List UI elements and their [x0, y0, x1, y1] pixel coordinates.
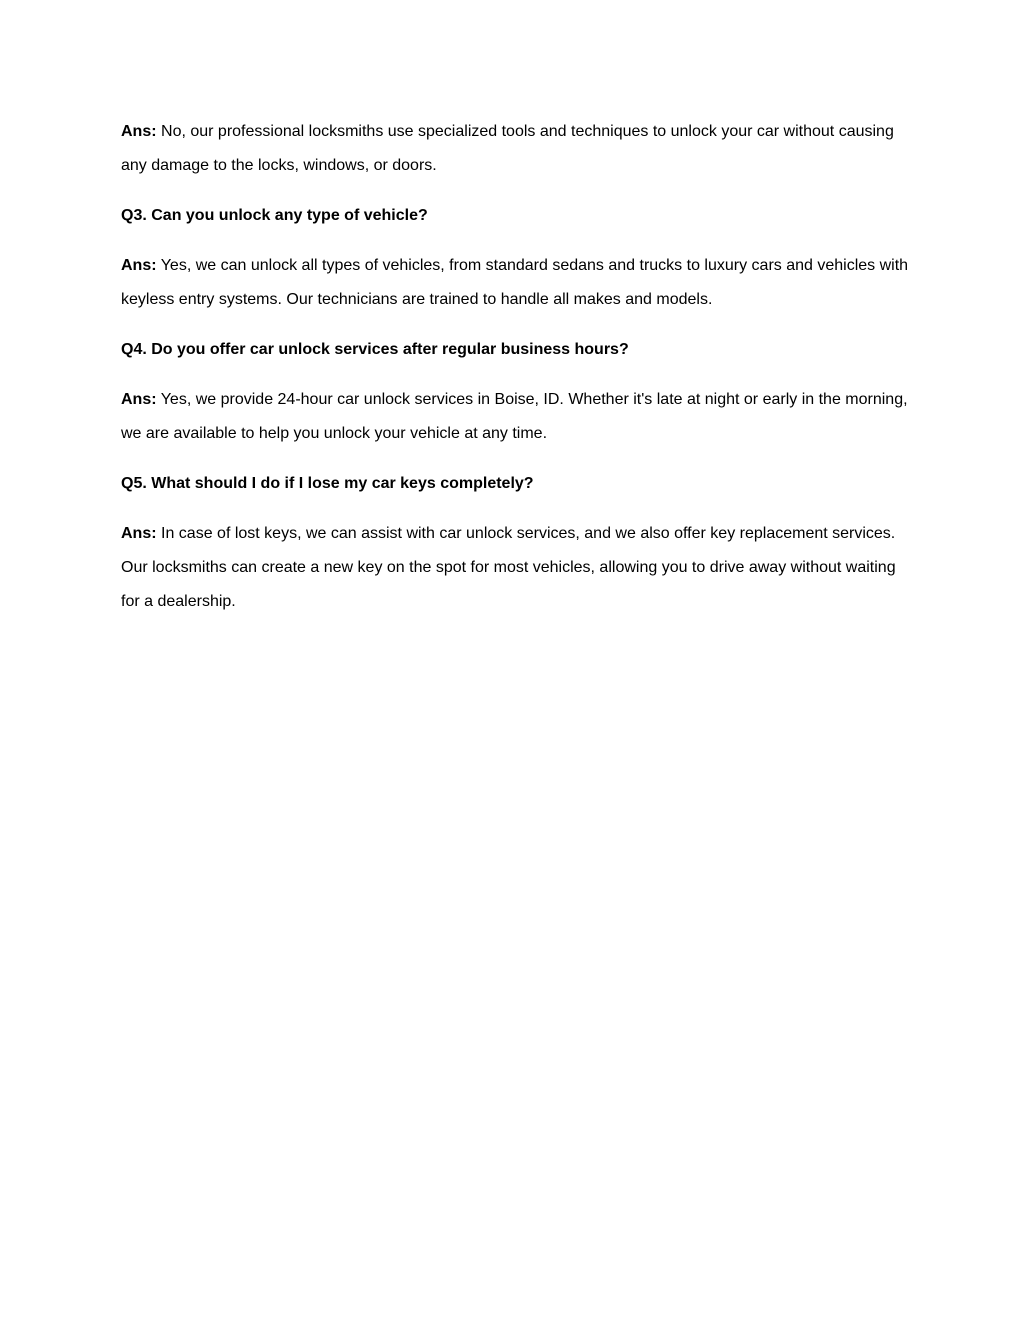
question-heading: Q3. Can you unlock any type of vehicle? — [121, 207, 428, 224]
answer-label: Ans: — [121, 525, 157, 542]
answer-text: In case of lost keys, we can assist with car unlock services, and we also offer key replacement services. Our locksmiths can create a new key on the spot for most vehicles, allowing you to drive away without waiting for a dealership. — [121, 525, 896, 610]
question-heading: Q4. Do you offer car unlock services after regular business hours? — [121, 341, 629, 358]
answer-paragraph — [121, 383, 911, 451]
answer-paragraph — [121, 249, 911, 317]
answer-paragraph — [121, 517, 911, 619]
answer-text: Yes, we provide 24-hour car unlock services in Boise, ID. Whether it's late at night or early in the morning, we are available to help you unlock your vehicle at any time. — [121, 391, 908, 442]
answer-label: Ans: — [121, 123, 157, 140]
answer-text: No, our professional locksmiths use specialized tools and techniques to unlock your car without causing any damage to the locks, windows, or doors. — [121, 123, 894, 174]
answer-paragraph — [121, 115, 911, 183]
answer-label: Ans: — [121, 391, 157, 408]
answer-label: Ans: — [121, 257, 157, 274]
answer-text: Yes, we can unlock all types of vehicles, from standard sedans and trucks to luxury cars and vehicles with keyless entry systems. Our technicians are trained to handle all makes and models. — [121, 257, 909, 308]
question-heading: Q5. What should I do if I lose my car keys completely? — [121, 475, 534, 492]
faq-content — [121, 115, 911, 635]
